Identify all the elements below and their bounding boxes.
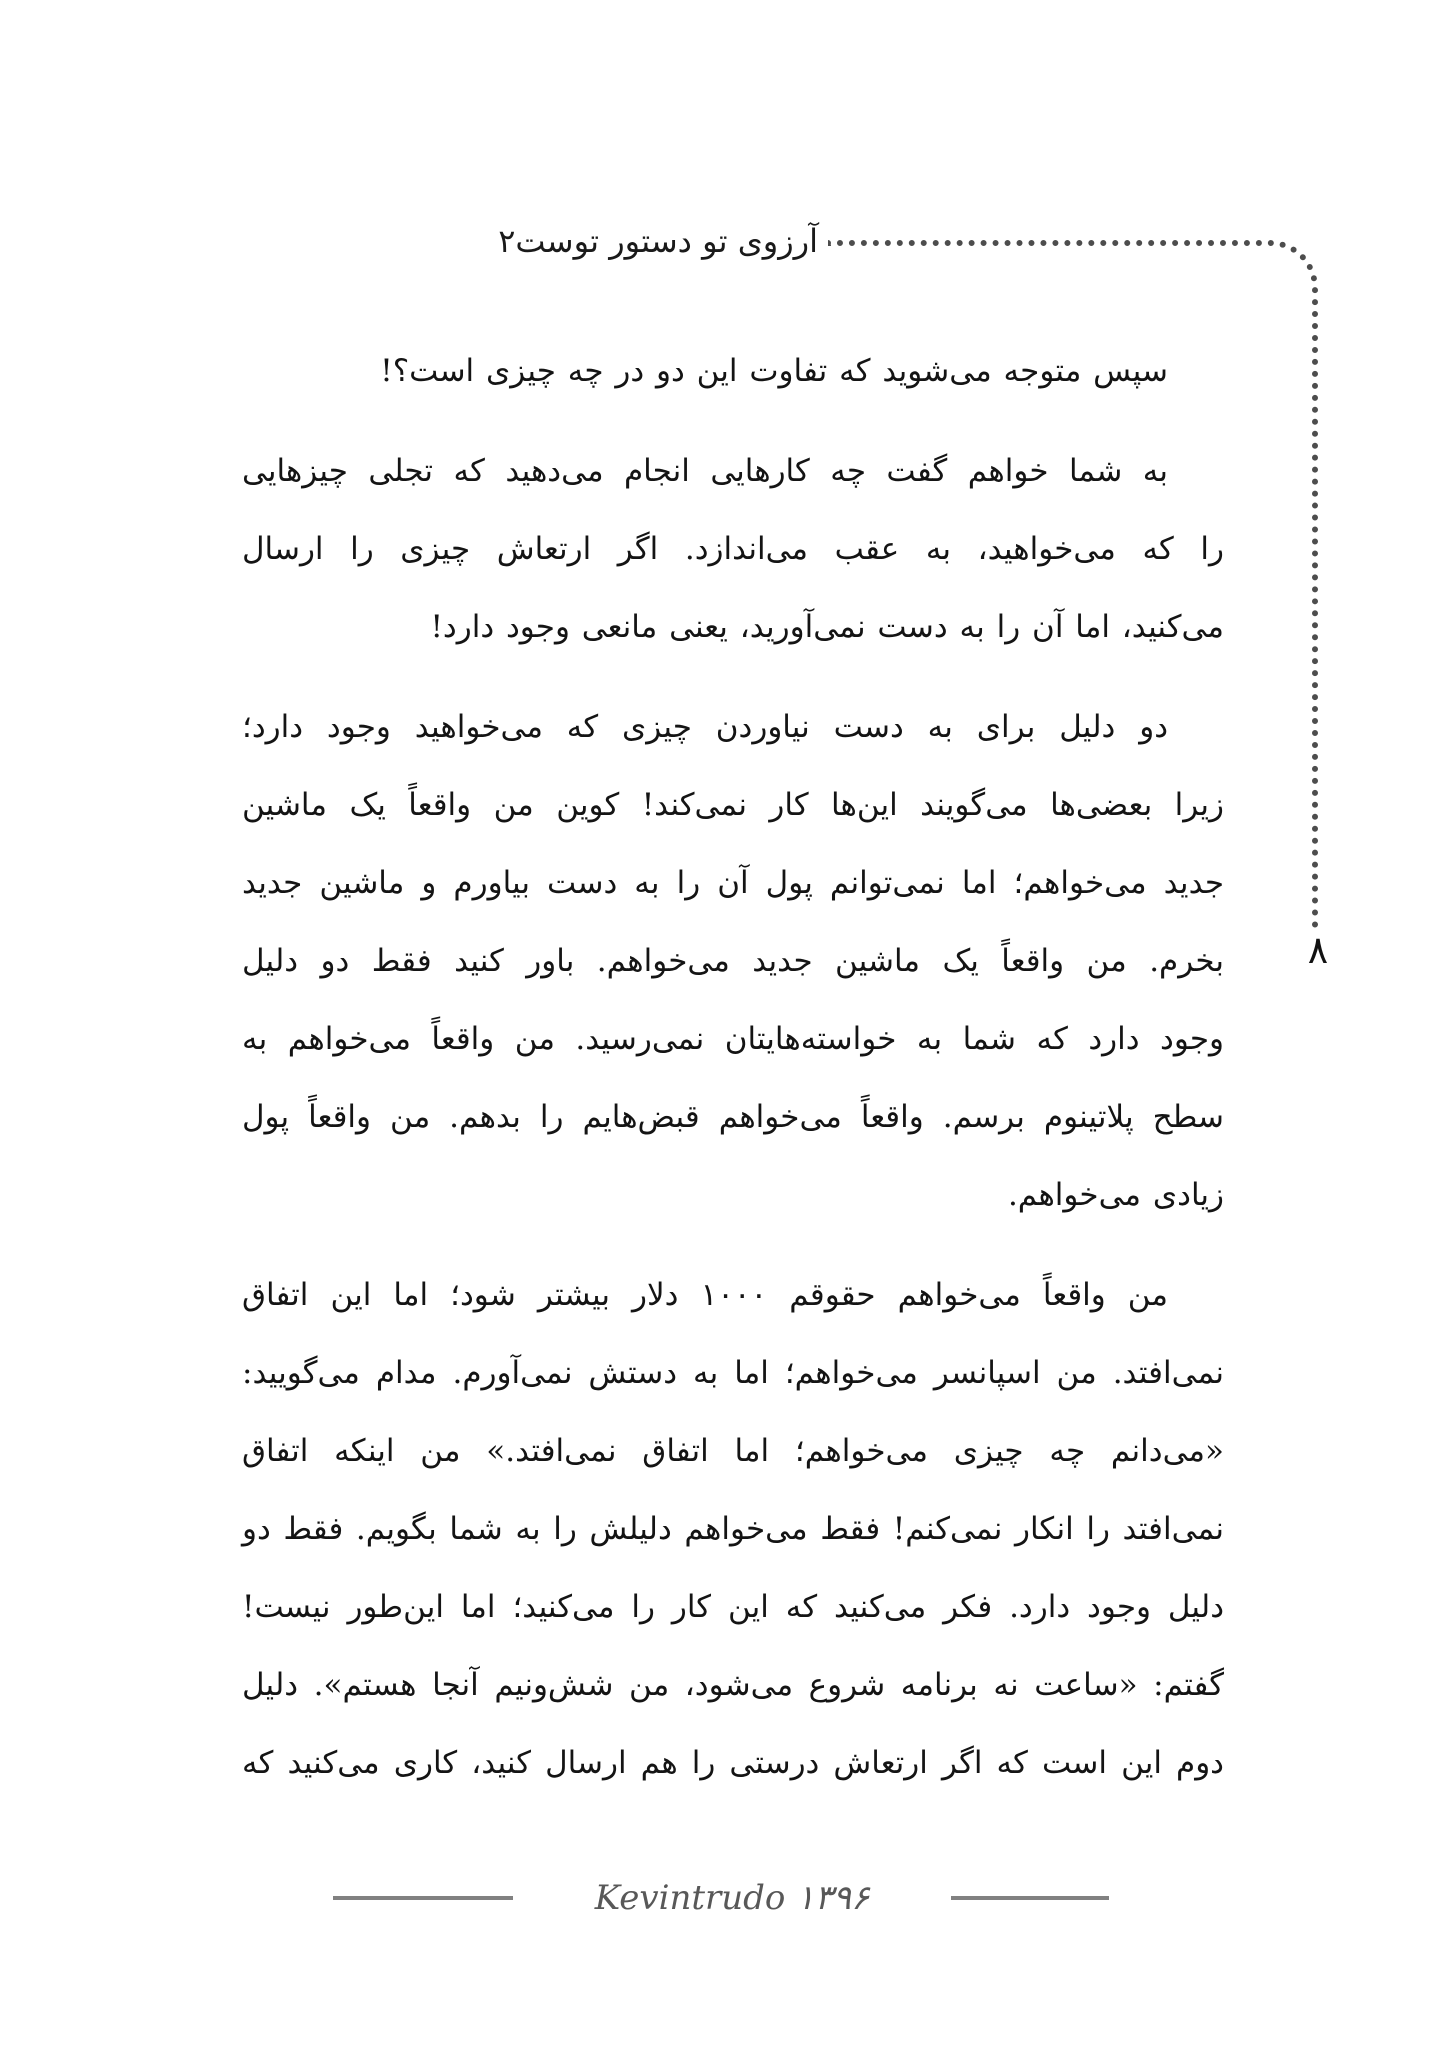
page-number: ۸: [1307, 928, 1329, 972]
text-line: دوم این است که اگر ارتعاش درستی را هم ارسال کنید، کاری می‌کنید که: [242, 1745, 1224, 1781]
text-line: وجود دارد که شما به خواسته‌هایتان نمی‌رسید. من واقعاً می‌خواهم به: [242, 1021, 1224, 1057]
footer-credit: [595, 1878, 870, 1918]
text-line: من واقعاً می‌خواهم حقوقم ۱۰۰۰ دلار بیشتر شود؛ اما این اتفاق: [242, 1277, 1168, 1313]
text-line: نمی‌افتد. من اسپانسر می‌خواهم؛ اما به دستش نمی‌آورم. مدام می‌گویید:: [242, 1355, 1224, 1391]
paragraph-3: [242, 688, 1224, 1234]
footer-brand: Kevintrudo: [594, 1878, 786, 1918]
footer-rule-left: [333, 1896, 513, 1900]
text-line: جدید می‌خواهم؛ اما نمی‌توانم پول آن را به دست بیاورم و ماشین جدید: [242, 865, 1224, 901]
text-line: می‌کنید، اما آن را به دست نمی‌آورید، یعنی مانعی وجود دارد!: [430, 609, 1224, 645]
running-head-title: آرزوی تو دستور توست۲: [498, 222, 818, 260]
paragraph-1: [242, 332, 1224, 410]
text-line: گفتم: «ساعت نه برنامه شروع می‌شود، من شش‌ونیم آنجا هستم». دلیل: [242, 1667, 1224, 1703]
body-text: [242, 332, 1224, 1802]
text-line: دو دلیل برای به دست نیاوردن چیزی که می‌خواهید وجود دارد؛: [242, 709, 1168, 745]
footer-rule-right: [951, 1896, 1109, 1900]
text-line: سطح پلاتینوم برسم. واقعاً می‌خواهم قبض‌هایم را بدهم. من واقعاً پول: [242, 1099, 1224, 1135]
text-line: نمی‌افتد را انکار نمی‌کنم! فقط می‌خواهم دلیلش را به شما بگویم. فقط دو: [242, 1511, 1224, 1547]
text-line: زیرا بعضی‌ها می‌گویند این‌ها کار نمی‌کند! کوین من واقعاً یک ماشین: [242, 787, 1224, 823]
text-line: به شما خواهم گفت چه کارهایی انجام می‌دهید که تجلی چیزهایی: [242, 453, 1168, 489]
text-line: دلیل وجود دارد. فکر می‌کنید که این کار را می‌کنید؛ اما این‌طور نیست!: [242, 1589, 1224, 1625]
page-footer: [0, 1878, 1442, 1918]
text-line: را که می‌خواهید، به عقب می‌اندازد. اگر ارتعاش چیزی را ارسال: [242, 531, 1224, 567]
footer-year: ۱۳۹۶: [796, 1878, 870, 1918]
text-line: زیادی می‌خواهم.: [1007, 1177, 1224, 1213]
paragraph-2: [242, 432, 1224, 666]
text-line: سپس متوجه می‌شوید که تفاوت این دو در چه چیزی است؟!: [380, 353, 1168, 389]
text-line: «می‌دانم چه چیزی می‌خواهم؛ اما اتفاق نمی‌افتد.» من اینکه اتفاق: [242, 1433, 1224, 1469]
paragraph-4: [242, 1256, 1224, 1802]
text-line: بخرم. من واقعاً یک ماشین جدید می‌خواهم. باور کنید فقط دو دلیل: [242, 943, 1224, 979]
